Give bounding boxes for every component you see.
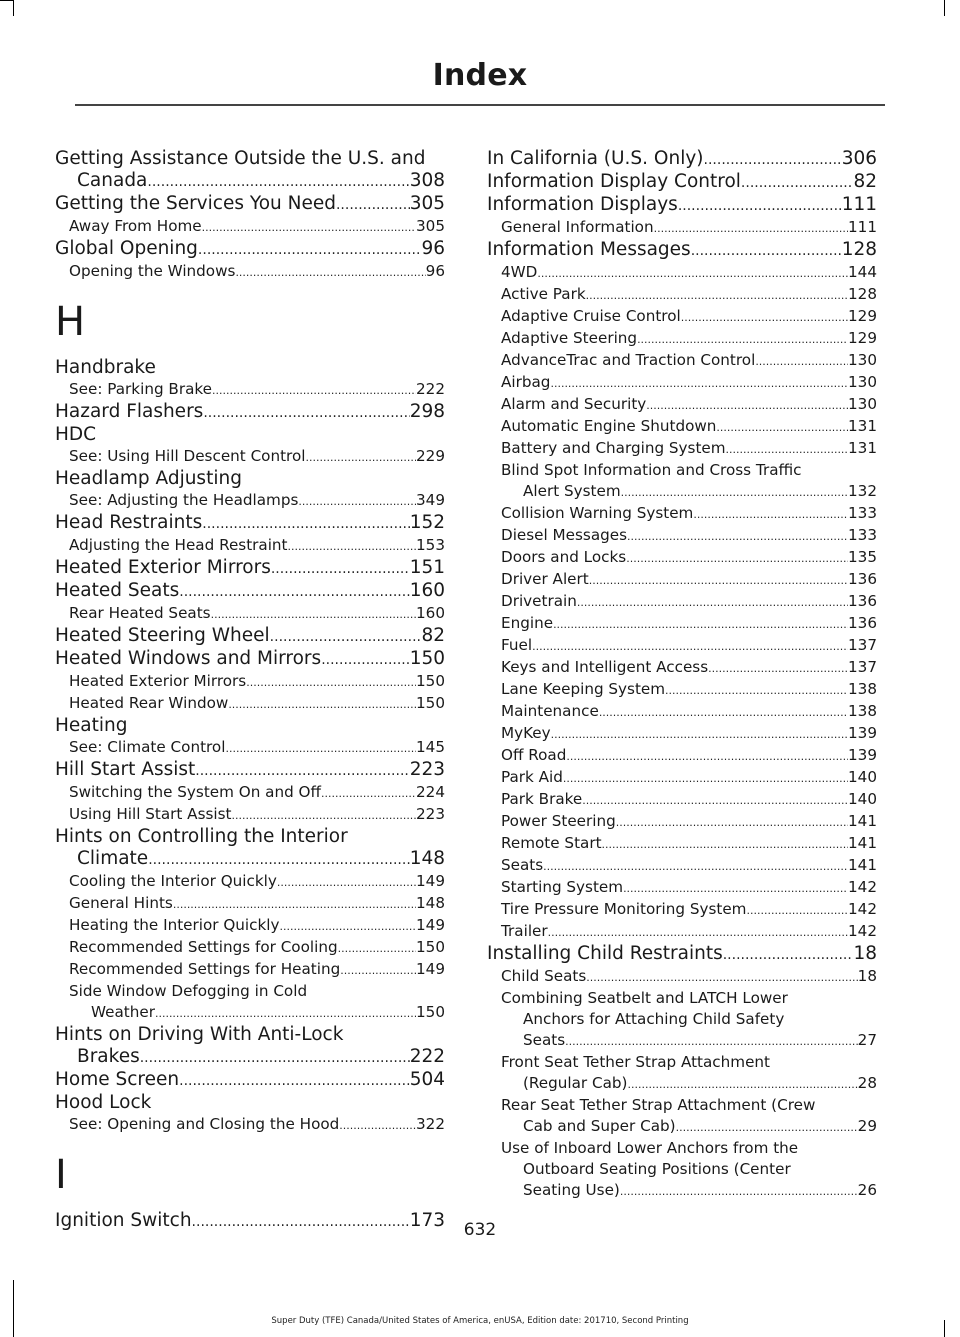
page-ref: 136 — [848, 592, 877, 610]
page-ref: 132 — [848, 482, 877, 500]
index-entry[interactable]: Hood Lock — [55, 1092, 152, 1113]
page-ref: 96 — [421, 238, 445, 259]
index-entry[interactable]: Heated Windows and Mirrors ..... 150 — [55, 648, 445, 671]
index-entry[interactable]: Hints on Driving With Anti-Lock — [55, 1024, 344, 1045]
page-ref: 18 — [853, 943, 877, 964]
index-subentry[interactable]: Keys and Intelligent Access ..... 137 — [487, 657, 877, 679]
index-entry[interactable]: Heated Steering Wheel ..... 82 — [55, 625, 445, 648]
index-subentry[interactable]: Driver Alert ..... 136 — [487, 569, 877, 591]
index-subentry[interactable]: Park Brake ..... 140 — [487, 789, 877, 811]
index-subentry[interactable]: Lane Keeping System ..... 138 — [487, 679, 877, 701]
index-subentry[interactable]: See: Parking Brake ..... 222 — [55, 379, 445, 401]
page-ref: 142 — [848, 922, 877, 940]
index-subentry-continued[interactable]: Cab and Super Cab) ..... 29 — [487, 1116, 877, 1138]
index-subentry[interactable]: Front Seat Tether Strap Attachment — [501, 1053, 770, 1071]
index-subentry[interactable]: Combining Seatbelt and LATCH Lower — [501, 989, 788, 1007]
index-column-right — [487, 148, 877, 1202]
index-subentry[interactable]: Drivetrain ..... 136 — [487, 591, 877, 613]
index-entry[interactable]: Head Restraints ..... 152 — [55, 512, 445, 535]
page-ref: 130 — [848, 373, 877, 391]
page-number: 632 — [463, 1220, 497, 1240]
index-entry[interactable]: HDC — [55, 424, 97, 445]
index-subentry-continued[interactable]: Outboard Seating Positions (Center — [523, 1160, 791, 1178]
index-subentry[interactable]: General Hints ..... 148 — [55, 893, 445, 915]
crop-mark — [13, 0, 14, 16]
index-subentry[interactable]: Using Hill Start Assist ..... 223 — [55, 804, 445, 826]
index-subentry[interactable]: Heating the Interior Quickly ..... 149 — [55, 915, 445, 937]
index-entry[interactable]: Heated Exterior Mirrors ..... 151 — [55, 557, 445, 580]
index-subentry[interactable]: Trailer ..... 142 — [487, 921, 877, 943]
index-entry[interactable]: Hill Start Assist ..... 223 — [55, 759, 445, 782]
index-subentry[interactable]: AdvanceTrac and Traction Control ..... 130 — [487, 350, 877, 372]
index-subentry[interactable]: Power Steering ..... 141 — [487, 811, 877, 833]
index-entry[interactable]: Home Screen ..... 504 — [55, 1069, 445, 1092]
index-entry[interactable]: Heated Seats ..... 160 — [55, 580, 445, 603]
index-subentry[interactable]: Engine ..... 136 — [487, 613, 877, 635]
index-subentry[interactable]: Park Aid ..... 140 — [487, 767, 877, 789]
page-ref: 150 — [409, 648, 445, 669]
page-ref: 153 — [416, 536, 445, 554]
page-ref: 142 — [848, 900, 877, 918]
page-ref: 150 — [416, 672, 445, 690]
index-entry[interactable]: Hazard Flashers ..... 298 — [55, 401, 445, 424]
index-subentry[interactable]: See: Opening and Closing the Hood ..... 322 — [55, 1114, 445, 1136]
index-entry-continued[interactable]: Climate ..... 148 — [55, 848, 445, 871]
page-ref: 149 — [416, 960, 445, 978]
page-ref: 140 — [848, 790, 877, 808]
crop-mark — [0, 0, 13, 1]
page-ref: 138 — [848, 680, 877, 698]
index-subentry[interactable]: Rear Seat Tether Strap Attachment (Crew — [501, 1096, 816, 1114]
index-subentry[interactable]: MyKey ..... 139 — [487, 723, 877, 745]
index-entry[interactable]: Handbrake — [55, 357, 156, 378]
page-ref: 298 — [409, 401, 445, 422]
section-letter: I — [55, 1152, 67, 1198]
page-ref: 139 — [848, 746, 877, 764]
edition-footer: Super Duty (TFE) Canada/United States of America, enUSA, Edition date: 201710, Second Printing — [271, 1316, 689, 1326]
page-ref: 305 — [409, 193, 445, 214]
crop-mark — [944, 0, 945, 16]
index-entry[interactable]: Getting Assistance Outside the U.S. and — [55, 148, 426, 169]
page-ref: 111 — [841, 194, 877, 215]
page-ref: 82 — [421, 625, 445, 646]
page-ref: 128 — [848, 285, 877, 303]
page-ref: 223 — [416, 805, 445, 823]
index-entry[interactable]: Hints on Controlling the Interior — [55, 826, 348, 847]
page-ref: 137 — [848, 636, 877, 654]
index-subentry[interactable]: See: Using Hill Descent Control ..... 229 — [55, 446, 445, 468]
index-subentry[interactable]: Active Park ..... 128 — [487, 284, 877, 306]
index-subentry[interactable]: Recommended Settings for Cooling ..... 150 — [55, 937, 445, 959]
page-ref: 130 — [848, 351, 877, 369]
index-subentry[interactable]: Seats ..... 141 — [487, 855, 877, 877]
page-ref: 131 — [848, 417, 877, 435]
page-ref: 130 — [848, 395, 877, 413]
index-subentry[interactable]: Adjusting the Head Restraint ..... 153 — [55, 535, 445, 557]
page-ref: 148 — [409, 848, 445, 869]
page-ref: 322 — [416, 1115, 445, 1133]
index-entry[interactable]: In California (U.S. Only) ..... 306 — [487, 148, 877, 171]
index-subentry[interactable]: Child Seats ..... 18 — [487, 966, 877, 988]
index-subentry[interactable]: Remote Start ..... 141 — [487, 833, 877, 855]
index-subentry[interactable]: Switching the System On and Off ..... 224 — [55, 782, 445, 804]
index-entry[interactable]: Headlamp Adjusting — [55, 468, 242, 489]
crop-mark — [13, 1280, 14, 1337]
title-divider — [75, 104, 885, 106]
page-ref: 136 — [848, 570, 877, 588]
page-ref: 144 — [848, 263, 877, 281]
index-entry[interactable]: Information Messages ..... 128 — [487, 239, 877, 262]
index-subentry[interactable]: Use of Inboard Lower Anchors from the — [501, 1139, 799, 1157]
index-subentry[interactable]: Blind Spot Information and Cross Traffic — [501, 461, 802, 479]
index-entry[interactable]: Getting the Services You Need ..... 305 — [55, 193, 445, 216]
index-subentry[interactable]: Maintenance ..... 138 — [487, 701, 877, 723]
index-entry-continued[interactable]: Brakes ..... 222 — [55, 1046, 445, 1069]
page-ref: 222 — [409, 1046, 445, 1067]
index-subentry[interactable]: See: Adjusting the Headlamps ..... 349 — [55, 490, 445, 512]
index-subentry[interactable]: See: Climate Control ..... 145 — [55, 737, 445, 759]
index-entry[interactable]: Information Display Control ..... 82 — [487, 171, 877, 194]
page-ref: 111 — [848, 218, 877, 236]
page-ref: 150 — [416, 694, 445, 712]
index-subentry[interactable]: Adaptive Steering ..... 129 — [487, 328, 877, 350]
index-subentry[interactable]: Collision Warning System ..... 133 — [487, 503, 877, 525]
page-ref: 150 — [416, 1003, 445, 1021]
page-ref: 129 — [848, 307, 877, 325]
page-ref: 140 — [848, 768, 877, 786]
page-ref: 222 — [416, 380, 445, 398]
page-ref: 27 — [857, 1031, 877, 1049]
index-subentry-continued[interactable]: Seating Use) ..... 26 — [487, 1180, 877, 1202]
index-subentry[interactable]: Airbag ..... 130 — [487, 372, 877, 394]
page-ref: 128 — [841, 239, 877, 260]
page-ref: 138 — [848, 702, 877, 720]
page-ref: 136 — [848, 614, 877, 632]
index-entry[interactable]: Heating — [55, 715, 128, 736]
page-ref: 18 — [857, 967, 877, 985]
index-subentry[interactable]: Automatic Engine Shutdown ..... 131 — [487, 416, 877, 438]
index-subentry-continued[interactable]: Seats ..... 27 — [487, 1030, 877, 1052]
page-ref: 82 — [853, 171, 877, 192]
index-subentry[interactable]: Diesel Messages ..... 133 — [487, 525, 877, 547]
index-subentry[interactable]: Battery and Charging System ..... 131 — [487, 438, 877, 460]
page-ref: 223 — [409, 759, 445, 780]
index-subentry[interactable]: Starting System ..... 142 — [487, 877, 877, 899]
page-ref: 149 — [416, 916, 445, 934]
index-subentry[interactable]: 4WD ..... 144 — [487, 262, 877, 284]
page-ref: 148 — [416, 894, 445, 912]
section-letter: H — [55, 299, 86, 345]
index-subentry[interactable]: Fuel ..... 137 — [487, 635, 877, 657]
page-ref: 29 — [857, 1117, 877, 1135]
page-ref: 129 — [848, 329, 877, 347]
page-ref: 133 — [848, 504, 877, 522]
index-subentry[interactable]: Away From Home ..... 305 — [55, 216, 445, 238]
page-ref: 160 — [409, 580, 445, 601]
page-ref: 133 — [848, 526, 877, 544]
page-ref: 349 — [416, 491, 445, 509]
index-subentry[interactable]: Adaptive Cruise Control ..... 129 — [487, 306, 877, 328]
index-subentry[interactable]: Cooling the Interior Quickly ..... 149 — [55, 871, 445, 893]
page-ref: 504 — [409, 1069, 445, 1090]
index-subentry[interactable]: Tire Pressure Monitoring System ..... 142 — [487, 899, 877, 921]
page-ref: 141 — [848, 812, 877, 830]
page-title: Index — [432, 58, 528, 93]
page-ref: 26 — [857, 1181, 877, 1199]
index-entry-continued[interactable]: Canada ..... 308 — [55, 170, 445, 193]
page-ref: 229 — [416, 447, 445, 465]
page-ref: 141 — [848, 856, 877, 874]
page-ref: 160 — [416, 604, 445, 622]
index-subentry-continued[interactable]: Anchors for Attaching Child Safety — [523, 1010, 785, 1028]
page-ref: 141 — [848, 834, 877, 852]
index-column-left — [55, 148, 445, 1233]
page-ref: 96 — [425, 262, 445, 280]
page-ref: 149 — [416, 872, 445, 890]
page-ref: 150 — [416, 938, 445, 956]
index-subentry[interactable]: Opening the Windows ..... 96 — [55, 261, 445, 283]
index-entry[interactable]: Global Opening ..... 96 — [55, 238, 445, 261]
page-ref: 224 — [416, 783, 445, 801]
index-subentry[interactable]: Heated Exterior Mirrors ..... 150 — [55, 671, 445, 693]
index-subentry[interactable]: Rear Heated Seats ..... 160 — [55, 603, 445, 625]
page-ref: 28 — [857, 1074, 877, 1092]
page-ref: 142 — [848, 878, 877, 896]
index-subentry[interactable]: Recommended Settings for Heating ..... 149 — [55, 959, 445, 981]
page-ref: 151 — [409, 557, 445, 578]
index-subentry[interactable]: Alarm and Security ..... 130 — [487, 394, 877, 416]
page-ref: 305 — [416, 217, 445, 235]
index-subentry[interactable]: Doors and Locks ..... 135 — [487, 547, 877, 569]
index-entry[interactable]: Installing Child Restraints ..... 18 — [487, 943, 877, 966]
index-subentry[interactable]: Heated Rear Window ..... 150 — [55, 693, 445, 715]
page-ref: 131 — [848, 439, 877, 457]
index-entry[interactable]: Information Displays ..... 111 — [487, 194, 877, 217]
page-ref: 306 — [841, 148, 877, 169]
index-subentry-continued[interactable]: Weather ..... 150 — [55, 1002, 445, 1024]
page-ref: 137 — [848, 658, 877, 676]
index-subentry-continued[interactable]: (Regular Cab) ..... 28 — [487, 1073, 877, 1095]
index-subentry[interactable]: General Information ..... 111 — [487, 217, 877, 239]
page-ref: 145 — [416, 738, 445, 756]
index-entry[interactable]: Ignition Switch ..... 173 — [55, 1210, 445, 1233]
page-ref: 135 — [848, 548, 877, 566]
page-ref: 173 — [409, 1210, 445, 1231]
index-subentry[interactable]: Side Window Defogging in Cold — [69, 982, 308, 1000]
index-subentry[interactable]: Off Road ..... 139 — [487, 745, 877, 767]
index-subentry-continued[interactable]: Alert System ..... 132 — [487, 481, 877, 503]
page-ref: 152 — [409, 512, 445, 533]
page-ref: 308 — [409, 170, 445, 191]
page-ref: 139 — [848, 724, 877, 742]
